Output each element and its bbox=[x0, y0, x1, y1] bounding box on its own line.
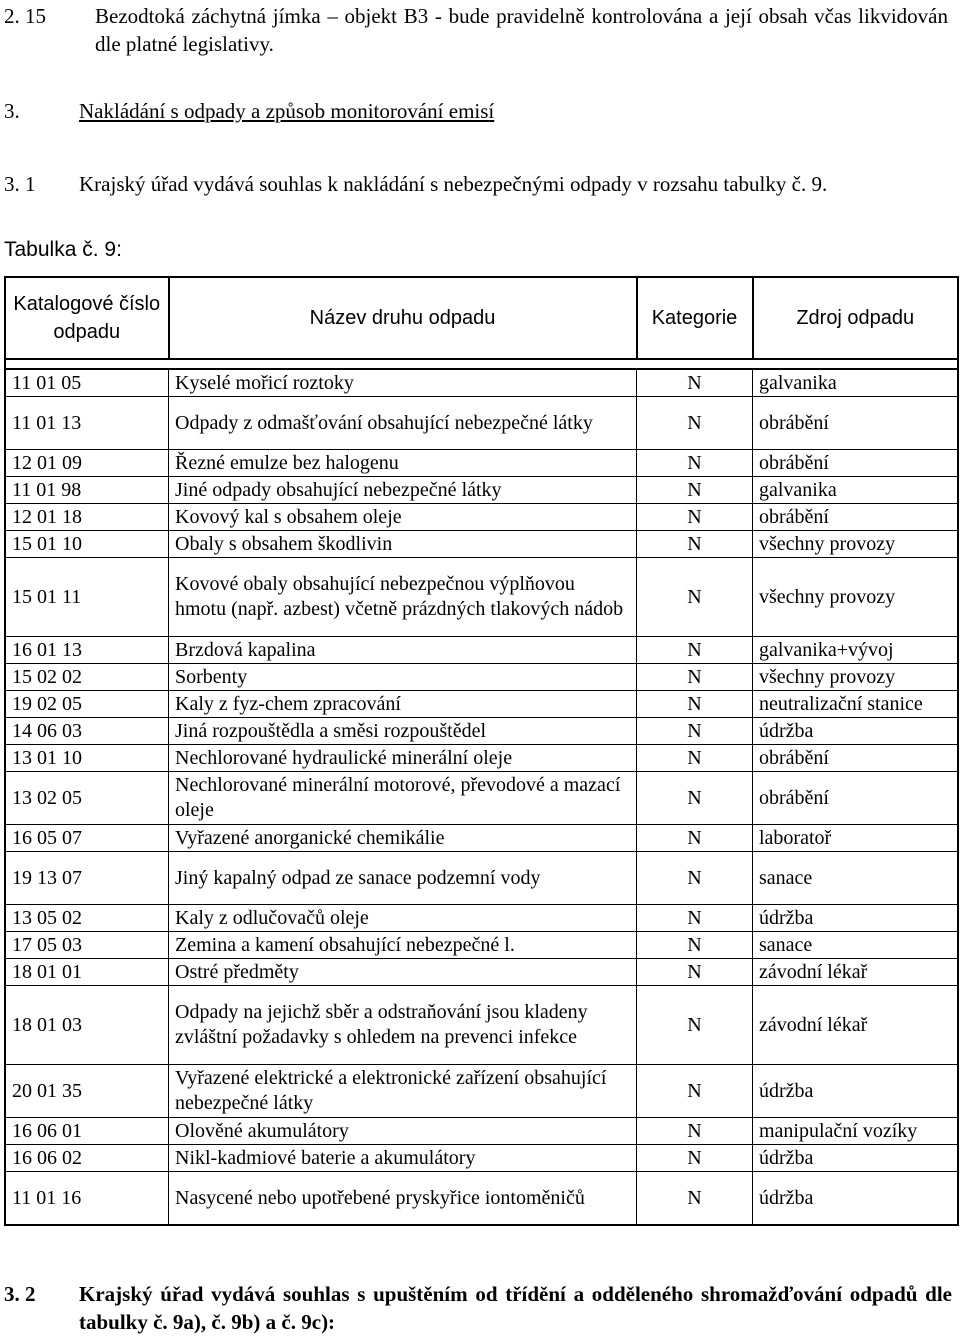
table-row bbox=[5, 1145, 958, 1172]
waste-code: 13 05 02 bbox=[5, 905, 169, 932]
waste-name: Obaly s obsahem škodlivin bbox=[169, 531, 637, 558]
waste-code: 18 01 01 bbox=[5, 959, 169, 986]
waste-category: N bbox=[637, 1172, 753, 1226]
section-3-2-text: Krajský úřad vydává souhlas s upuštěním od třídění a odděleného shromažďování odpadů dle tabulky č. 9a), č. 9b) a č. 9c): bbox=[79, 1282, 952, 1334]
table-row bbox=[5, 825, 958, 852]
waste-source: neutralizační stanice bbox=[753, 691, 959, 718]
waste-category: N bbox=[637, 664, 753, 691]
waste-source: obrábění bbox=[753, 772, 959, 825]
waste-category: N bbox=[637, 932, 753, 959]
section-2-15-number: 2. 15 bbox=[4, 4, 46, 28]
waste-code: 16 06 02 bbox=[5, 1145, 169, 1172]
table-row bbox=[5, 905, 958, 932]
table-row bbox=[5, 531, 958, 558]
table-caption: Tabulka č. 9: bbox=[4, 238, 122, 261]
waste-source: všechny provozy bbox=[753, 558, 959, 637]
table-row bbox=[5, 1118, 958, 1145]
waste-name: Vyřazené anorganické chemikálie bbox=[169, 825, 637, 852]
table-row bbox=[5, 959, 958, 986]
waste-name: Kaly z odlučovačů oleje bbox=[169, 905, 637, 932]
waste-category: N bbox=[637, 1118, 753, 1145]
waste-source: obrábění bbox=[753, 504, 959, 531]
section-2-15-text: Bezodtoká záchytná jímka – objekt B3 - bude pravidelně kontrolována a její obsah včas likvidován dle platné legislativy. bbox=[95, 4, 948, 56]
waste-category: N bbox=[637, 825, 753, 852]
waste-code: 18 01 03 bbox=[5, 986, 169, 1065]
table-row bbox=[5, 450, 958, 477]
waste-code: 11 01 05 bbox=[5, 369, 169, 397]
waste-category: N bbox=[637, 531, 753, 558]
waste-code: 12 01 18 bbox=[5, 504, 169, 531]
waste-source: laboratoř bbox=[753, 825, 959, 852]
table-row bbox=[5, 932, 958, 959]
waste-category: N bbox=[637, 477, 753, 504]
table-row bbox=[5, 745, 958, 772]
section-3-2-number: 3. 2 bbox=[4, 1282, 36, 1306]
section-3-number: 3. bbox=[4, 99, 20, 123]
table-row bbox=[5, 1065, 958, 1118]
waste-category: N bbox=[637, 745, 753, 772]
waste-source: obrábění bbox=[753, 450, 959, 477]
waste-category: N bbox=[637, 1145, 753, 1172]
table-row bbox=[5, 477, 958, 504]
waste-code: 17 05 03 bbox=[5, 932, 169, 959]
waste-name: Kovový kal s obsahem oleje bbox=[169, 504, 637, 531]
waste-code: 19 13 07 bbox=[5, 852, 169, 905]
waste-category: N bbox=[637, 504, 753, 531]
waste-name: Řezné emulze bez halogenu bbox=[169, 450, 637, 477]
header-waste-source: Zdroj odpadu bbox=[753, 277, 959, 359]
waste-code: 14 06 03 bbox=[5, 718, 169, 745]
waste-source: obrábění bbox=[753, 397, 959, 450]
waste-code: 16 05 07 bbox=[5, 825, 169, 852]
table-row bbox=[5, 1172, 958, 1226]
waste-name: Nasycené nebo upotřebené pryskyřice iontoměničů bbox=[169, 1172, 637, 1226]
waste-code: 20 01 35 bbox=[5, 1065, 169, 1118]
waste-name: Zemina a kamení obsahující nebezpečné l. bbox=[169, 932, 637, 959]
waste-category: N bbox=[637, 397, 753, 450]
waste-category: N bbox=[637, 558, 753, 637]
waste-source: galvanika bbox=[753, 477, 959, 504]
waste-code: 13 02 05 bbox=[5, 772, 169, 825]
waste-code: 11 01 13 bbox=[5, 397, 169, 450]
header-spacer bbox=[5, 359, 958, 369]
waste-code: 15 01 10 bbox=[5, 531, 169, 558]
waste-name: Nikl-kadmiové baterie a akumulátory bbox=[169, 1145, 637, 1172]
waste-name: Jiné odpady obsahující nebezpečné látky bbox=[169, 477, 637, 504]
waste-code: 16 06 01 bbox=[5, 1118, 169, 1145]
waste-category: N bbox=[637, 986, 753, 1065]
waste-name: Odpady na jejichž sběr a odstraňování jsou kladeny zvláštní požadavky s ohledem na prevenci infekce bbox=[169, 986, 637, 1065]
waste-code: 15 02 02 bbox=[5, 664, 169, 691]
section-3-1-text: Krajský úřad vydává souhlas k nakládání s nebezpečnými odpady v rozsahu tabulky č. 9. bbox=[79, 172, 828, 196]
table-row bbox=[5, 718, 958, 745]
waste-category: N bbox=[637, 1065, 753, 1118]
table-row bbox=[5, 772, 958, 825]
waste-name: Vyřazené elektrické a elektronické zařízení obsahující nebezpečné látky bbox=[169, 1065, 637, 1118]
waste-source: manipulační vozíky bbox=[753, 1118, 959, 1145]
waste-name: Nechlorované hydraulické minerální oleje bbox=[169, 745, 637, 772]
waste-category: N bbox=[637, 691, 753, 718]
waste-source: údržba bbox=[753, 1172, 959, 1226]
waste-table bbox=[4, 276, 959, 1226]
waste-code: 11 01 16 bbox=[5, 1172, 169, 1226]
table-body bbox=[5, 369, 958, 1225]
waste-source: sanace bbox=[753, 852, 959, 905]
waste-source: závodní lékař bbox=[753, 986, 959, 1065]
waste-source: údržba bbox=[753, 1065, 959, 1118]
waste-code: 16 01 13 bbox=[5, 637, 169, 664]
header-category: Kategorie bbox=[637, 277, 753, 359]
table-row bbox=[5, 852, 958, 905]
waste-category: N bbox=[637, 905, 753, 932]
waste-name: Kaly z fyz-chem zpracování bbox=[169, 691, 637, 718]
waste-category: N bbox=[637, 772, 753, 825]
waste-name: Jiný kapalný odpad ze sanace podzemní vody bbox=[169, 852, 637, 905]
waste-source: všechny provozy bbox=[753, 531, 959, 558]
header-catalog-number: Katalogové číslo odpadu bbox=[5, 277, 169, 359]
table-header-row bbox=[5, 277, 958, 359]
section-3-1-number: 3. 1 bbox=[4, 172, 36, 196]
table-row bbox=[5, 369, 958, 397]
waste-source: údržba bbox=[753, 718, 959, 745]
waste-category: N bbox=[637, 450, 753, 477]
table-row bbox=[5, 691, 958, 718]
waste-name: Ostré předměty bbox=[169, 959, 637, 986]
waste-source: všechny provozy bbox=[753, 664, 959, 691]
table-row bbox=[5, 664, 958, 691]
waste-source: obrábění bbox=[753, 745, 959, 772]
table-row bbox=[5, 637, 958, 664]
table-row bbox=[5, 986, 958, 1065]
waste-name: Olověné akumulátory bbox=[169, 1118, 637, 1145]
waste-source: údržba bbox=[753, 1145, 959, 1172]
waste-source: galvanika bbox=[753, 369, 959, 397]
waste-category: N bbox=[637, 959, 753, 986]
waste-category: N bbox=[637, 852, 753, 905]
waste-code: 11 01 98 bbox=[5, 477, 169, 504]
waste-category: N bbox=[637, 369, 753, 397]
waste-source: sanace bbox=[753, 932, 959, 959]
waste-code: 15 01 11 bbox=[5, 558, 169, 637]
waste-category: N bbox=[637, 637, 753, 664]
header-waste-name: Název druhu odpadu bbox=[169, 277, 637, 359]
table-row bbox=[5, 504, 958, 531]
waste-name: Kovové obaly obsahující nebezpečnou výplňovou hmotu (např. azbest) včetně prázdných tlakových nádob bbox=[169, 558, 637, 637]
waste-source: galvanika+vývoj bbox=[753, 637, 959, 664]
waste-code: 19 02 05 bbox=[5, 691, 169, 718]
waste-name: Odpady z odmašťování obsahující nebezpečné látky bbox=[169, 397, 637, 450]
waste-name: Nechlorované minerální motorové, převodové a mazací oleje bbox=[169, 772, 637, 825]
table-row bbox=[5, 397, 958, 450]
waste-name: Brzdová kapalina bbox=[169, 637, 637, 664]
table-row bbox=[5, 558, 958, 637]
waste-source: závodní lékař bbox=[753, 959, 959, 986]
waste-source: údržba bbox=[753, 905, 959, 932]
waste-name: Kyselé mořicí roztoky bbox=[169, 369, 637, 397]
waste-name: Sorbenty bbox=[169, 664, 637, 691]
section-3-title: Nakládání s odpady a způsob monitorování emisí bbox=[79, 99, 495, 123]
waste-code: 12 01 09 bbox=[5, 450, 169, 477]
waste-name: Jiná rozpouštědla a směsi rozpouštědel bbox=[169, 718, 637, 745]
waste-category: N bbox=[637, 718, 753, 745]
waste-code: 13 01 10 bbox=[5, 745, 169, 772]
